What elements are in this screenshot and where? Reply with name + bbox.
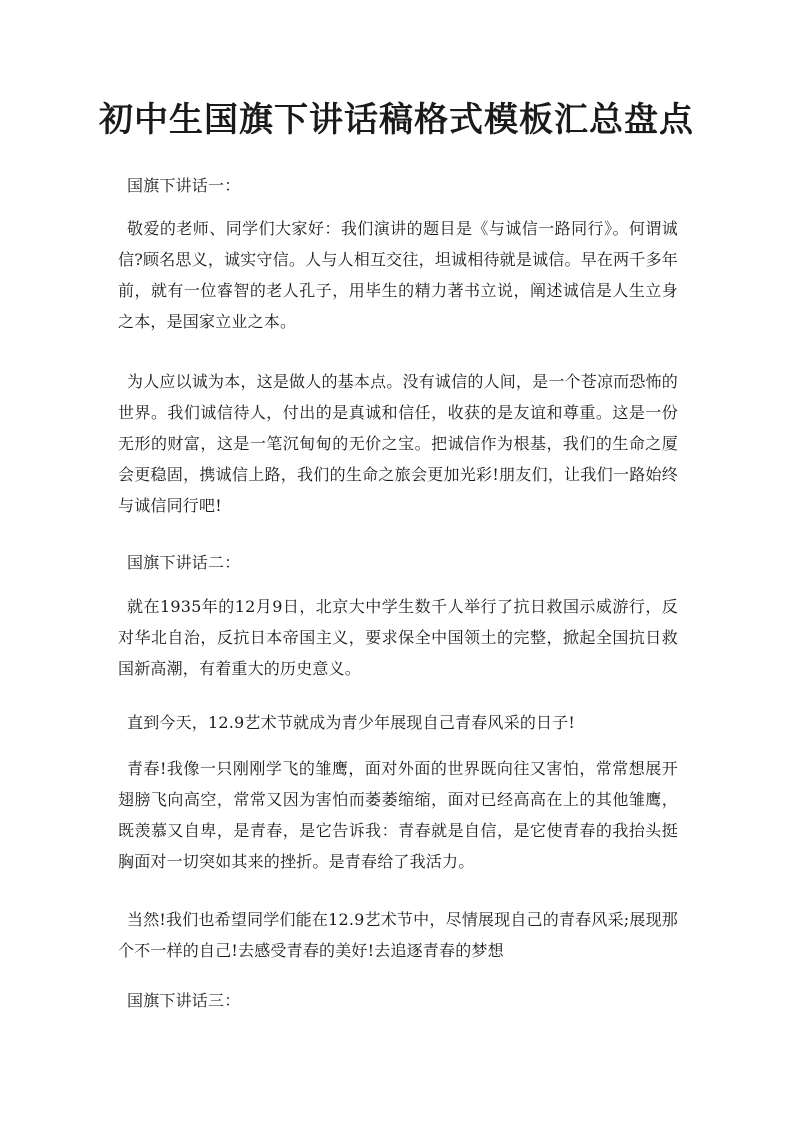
- paragraph-youth-wishes: 当然!我们也希望同学们能在12.9艺术节中，尽情展现自己的青春风采;展现那个不一样的自己!去感受青春的美好!去追逐青春的梦想: [118, 910, 678, 960]
- paragraph-integrity-intro: 敬爱的老师、同学们大家好：我们演讲的题目是《与诚信一路同行》。何谓诚信?顾名思义，诚实守信。人与人相互交往，坦诚相待就是诚信。早在两千多年前，就有一位睿智的老人孔子，用毕生的精力著书立说，阐述诚信是人生立身之本，是国家立业之本。: [118, 219, 678, 331]
- paragraph-arts-festival: 直到今天，12.9艺术节就成为青少年展现自己青春风采的日子!: [127, 713, 576, 732]
- paragraph-youth: 青春!我像一只刚刚学飞的雏鹰，面对外面的世界既向往又害怕，常常想展开翅膀飞向高空，常常又因为害怕而萎萎缩缩，面对已经高高在上的其他雏鹰，既羡慕又自卑，是青春，是它告诉我：青春就是自信，是它使青春的我抬头挺胸面对一切突如其来的挫折。是青春给了我活力。: [118, 759, 678, 871]
- section-heading-speech-1: 国旗下讲话一：: [127, 176, 241, 195]
- paragraph-december-ninth: 就在1935年的12月9日，北京大中学生数千人举行了抗日救国示威游行，反对华北自治，反抗日本帝国主义，要求保全中国领土的完整，掀起全国抗日救国新高潮，有着重大的历史意义。: [118, 597, 678, 678]
- section-heading-speech-2: 国旗下讲话二：: [127, 553, 241, 572]
- document-title: 初中生国旗下讲话稿格式模板汇总盘点: [99, 100, 694, 140]
- section-heading-speech-3: 国旗下讲话三：: [127, 991, 241, 1010]
- paragraph-integrity-values: 为人应以诚为本，这是做人的基本点。没有诚信的人间，是一个苍凉而恐怖的世界。我们诚信待人，付出的是真诚和信任，收获的是友谊和尊重。这是一份无形的财富，这是一笔沉甸甸的无价之宝。把诚信作为根基，我们的生命之厦会更稳固，携诚信上路，我们的生命之旅会更加光彩!朋友们，让我们一路始终与诚信同行吧!: [118, 372, 678, 515]
